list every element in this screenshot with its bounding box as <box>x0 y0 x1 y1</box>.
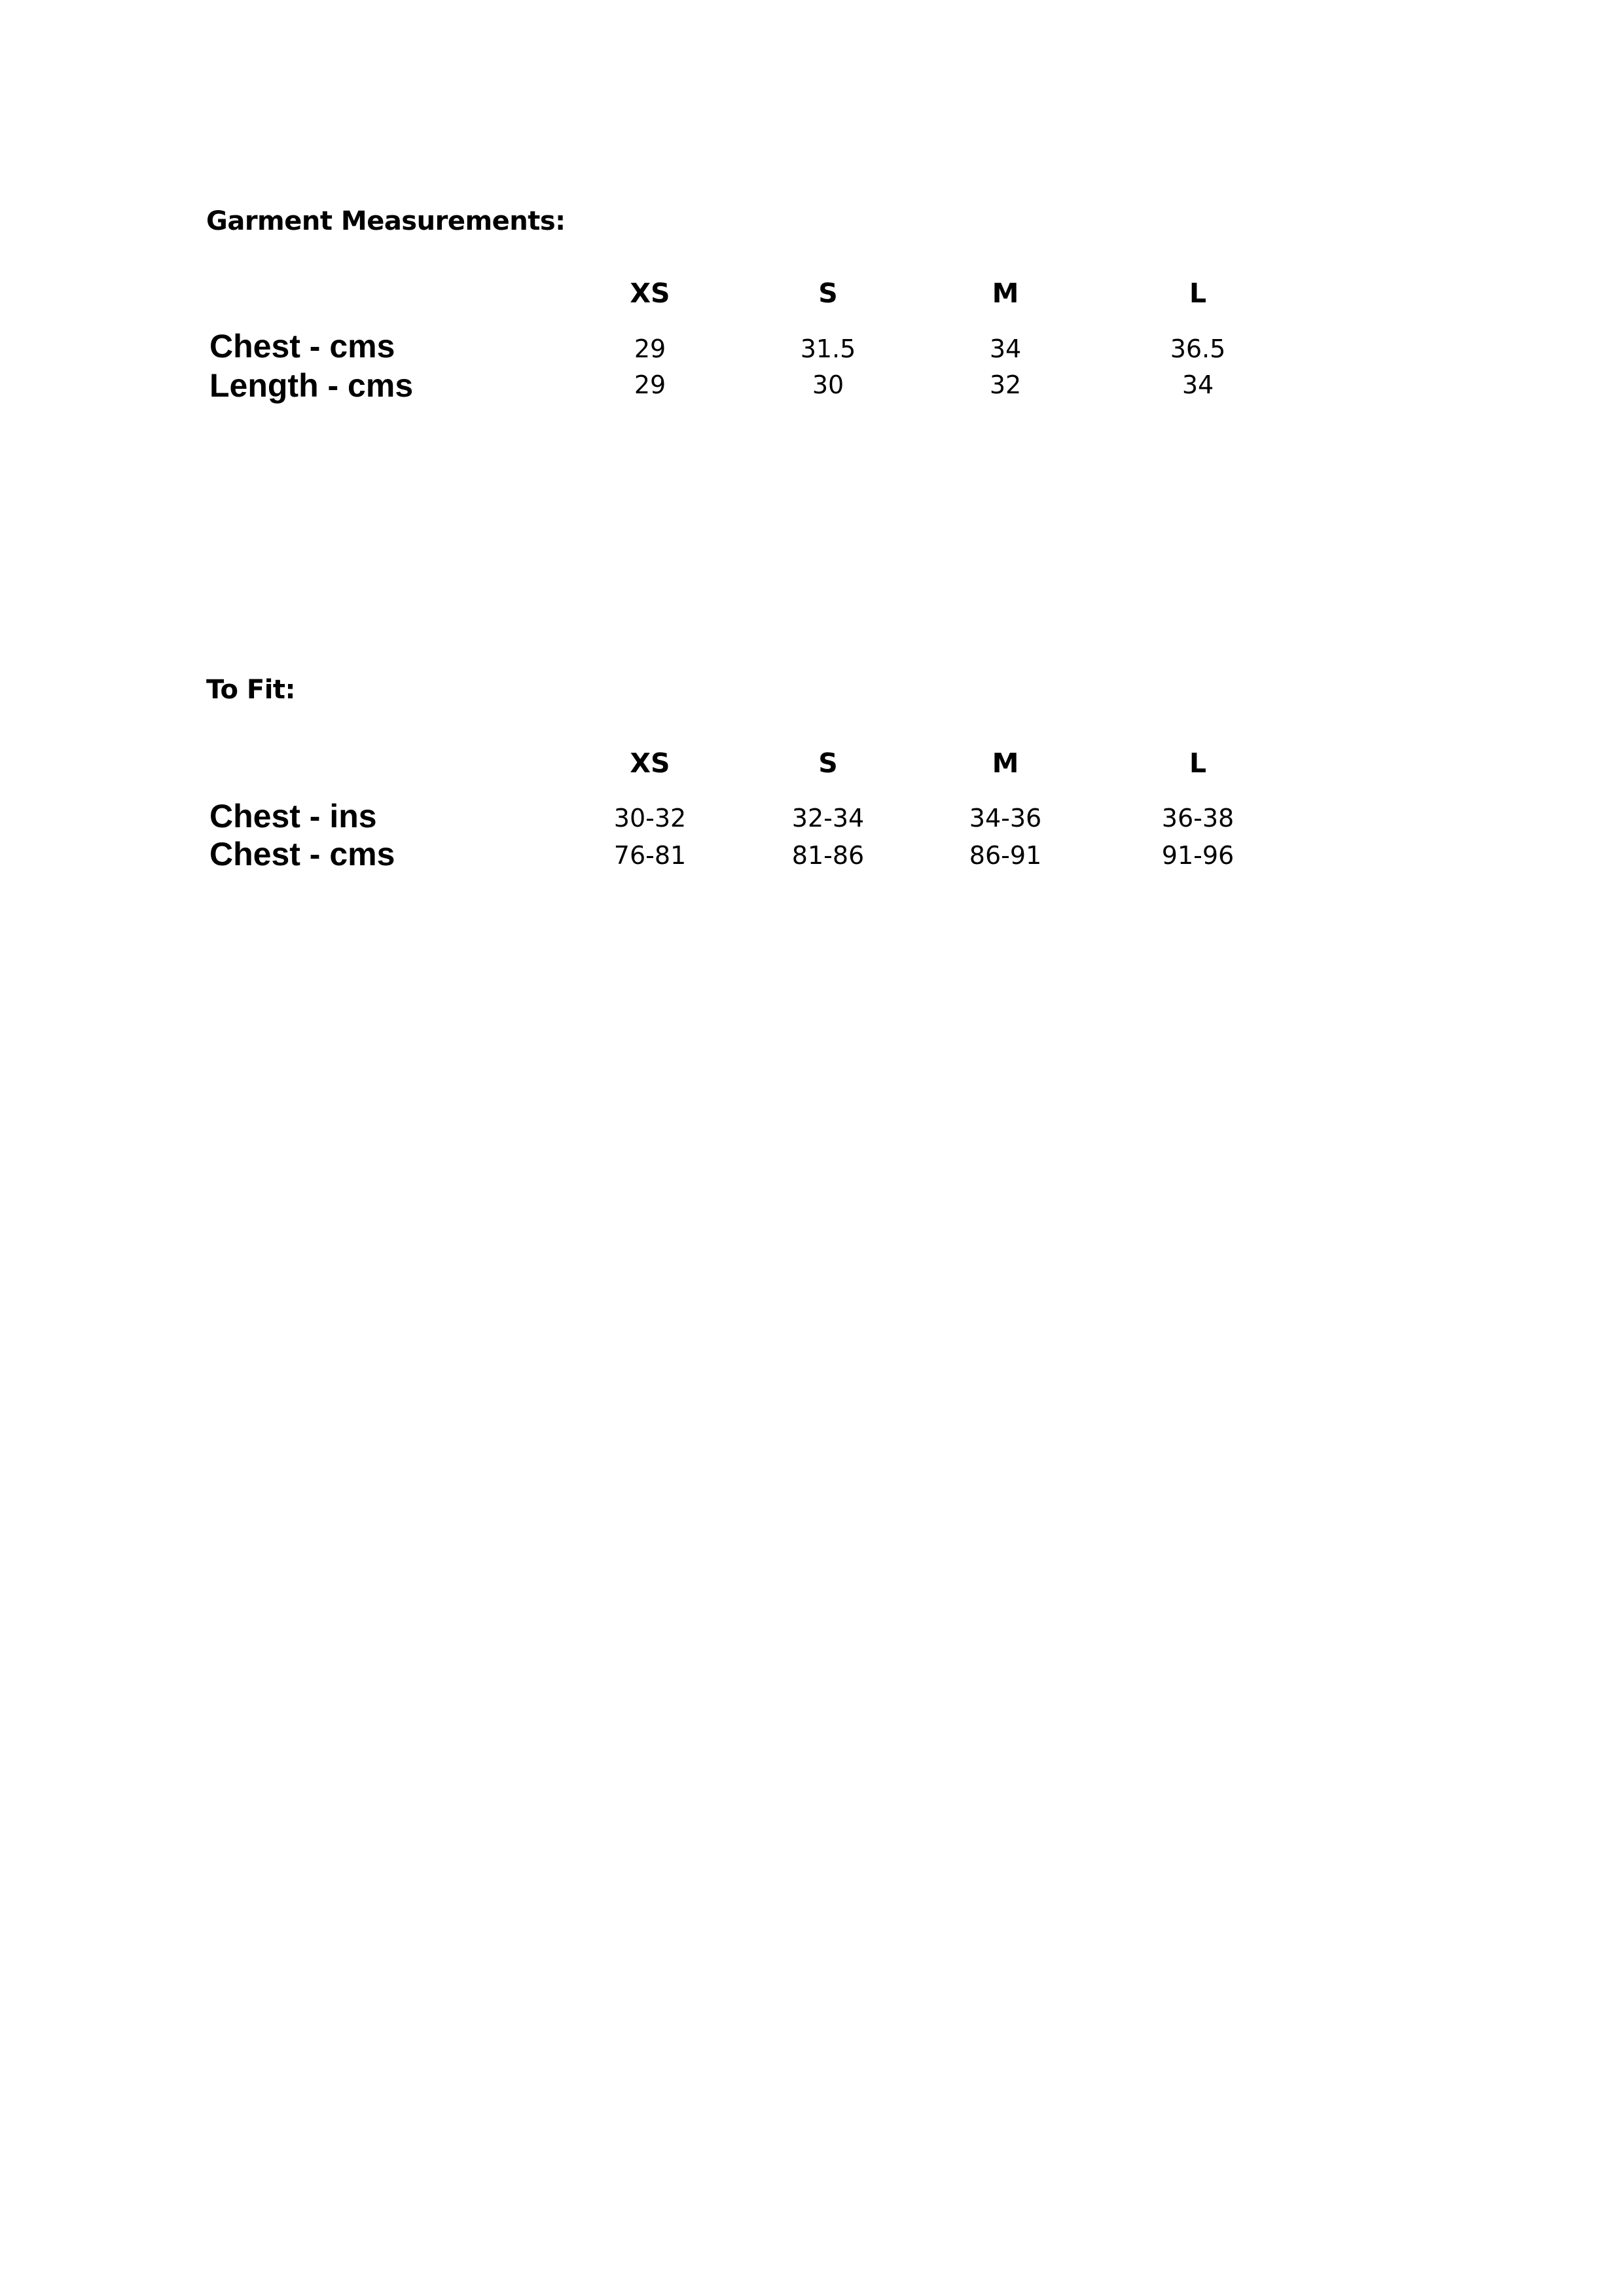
table-cell: 32-34 <box>791 804 865 833</box>
table-cell: 34 <box>989 334 1022 363</box>
table-cell: 34-36 <box>969 804 1042 833</box>
garment-measurements-title: Garment Measurements: <box>206 206 566 236</box>
to-fit-title: To Fit: <box>206 675 296 705</box>
row-label-length-cms: Length - cms <box>209 367 414 404</box>
size-header-m: M <box>992 747 1019 779</box>
table-cell: 81-86 <box>791 841 865 870</box>
table-cell: 30 <box>812 370 844 399</box>
table-cell: 91-96 <box>1161 841 1235 870</box>
size-header-l: L <box>1189 747 1207 779</box>
row-label-chest-ins: Chest - ins <box>209 798 377 834</box>
size-header-l: L <box>1189 278 1207 309</box>
table-cell: 32 <box>989 370 1022 399</box>
table-cell: 29 <box>634 334 666 363</box>
table-cell: 76-81 <box>613 841 687 870</box>
table-cell: 29 <box>634 370 666 399</box>
size-header-xs: XS <box>630 278 670 309</box>
row-label-chest-cms: Chest - cms <box>209 328 395 365</box>
size-header-s: S <box>818 747 838 779</box>
table-cell: 31.5 <box>800 334 856 363</box>
table-cell: 36.5 <box>1170 334 1226 363</box>
size-header-m: M <box>992 278 1019 309</box>
table-cell: 86-91 <box>969 841 1042 870</box>
size-header-xs: XS <box>630 747 670 779</box>
table-cell: 36-38 <box>1161 804 1235 833</box>
size-header-s: S <box>818 278 838 309</box>
table-cell: 30-32 <box>613 804 687 833</box>
table-cell: 34 <box>1182 370 1214 399</box>
row-label-chest-cms: Chest - cms <box>209 836 395 872</box>
